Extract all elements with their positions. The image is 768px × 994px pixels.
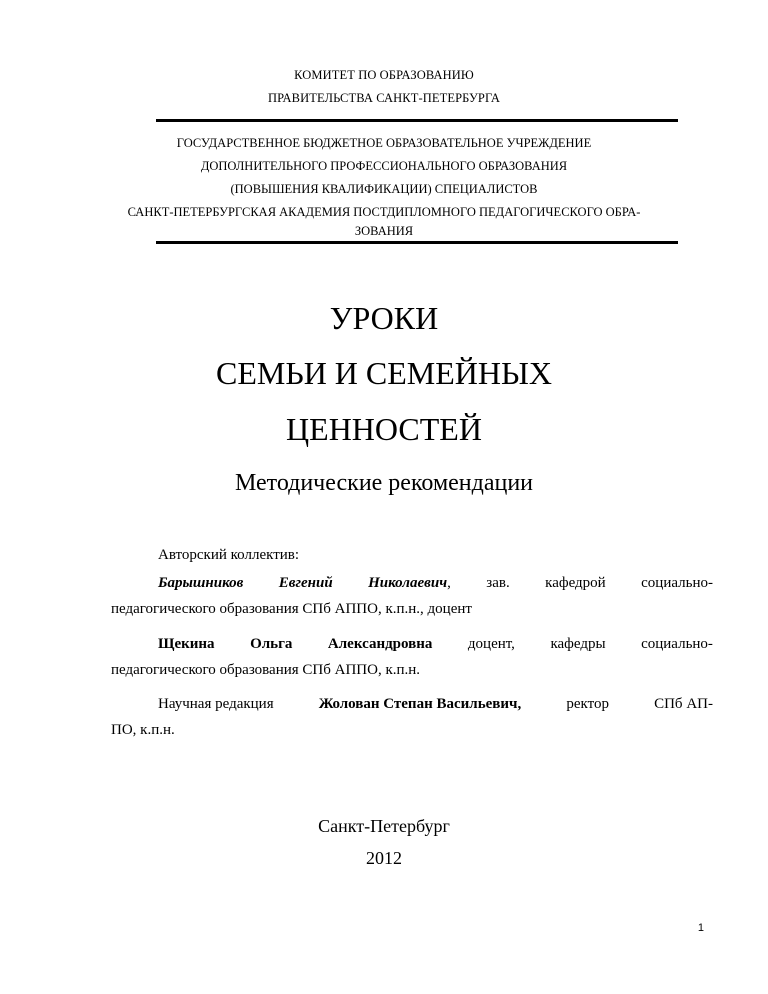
committee-line-2: ПРАВИТЕЛЬСТВА САНКТ-ПЕТЕРБУРГА bbox=[267, 91, 501, 105]
editor-continuation: ПО, к.п.н. bbox=[111, 722, 175, 738]
author-1-surname: Барышников bbox=[158, 575, 244, 591]
author-2-surname: Щекина bbox=[158, 636, 215, 652]
author-2-line bbox=[158, 636, 713, 653]
title-line-1: УРОКИ bbox=[329, 300, 439, 336]
organization-line-2: ДОПОЛНИТЕЛЬНОГО ПРОФЕССИОНАЛЬНОГО ОБРАЗОВАНИЯ bbox=[200, 159, 568, 173]
bottom-divider bbox=[156, 241, 678, 244]
author-1-patronymic: Николаевич bbox=[368, 575, 448, 591]
editor-position-word-1: ректор bbox=[566, 696, 609, 712]
publication-city: Санкт-Петербург bbox=[318, 816, 450, 836]
organization-line-3: (ПОВЫШЕНИЯ КВАЛИФИКАЦИИ) СПЕЦИАЛИСТОВ bbox=[230, 182, 538, 196]
author-1-comma: , bbox=[447, 575, 451, 591]
author-2-name: Ольга bbox=[250, 636, 293, 652]
author-2-position-word-3: социально- bbox=[641, 636, 713, 652]
author-1-position-word-3: социально- bbox=[641, 575, 713, 591]
author-2-position-word-2: кафедры bbox=[550, 636, 606, 652]
document-subtitle: Методические рекомендации bbox=[234, 470, 534, 496]
organization-line-1: ГОСУДАРСТВЕННОЕ БЮДЖЕТНОЕ ОБРАЗОВАТЕЛЬНОЕ УЧРЕЖДЕНИЕ bbox=[176, 136, 592, 150]
author-2-continuation: педагогического образования СПб АППО, к.п.н. bbox=[111, 662, 421, 678]
authors-heading: Авторский коллектив: bbox=[158, 547, 300, 563]
author-2-patronymic: Александровна bbox=[327, 636, 433, 652]
page-number: 1 bbox=[697, 922, 704, 934]
top-divider bbox=[156, 119, 678, 122]
author-2-position-word-1: доцент, bbox=[467, 636, 515, 652]
author-1-position-word-2: кафедрой bbox=[545, 575, 606, 591]
author-1-continuation: педагогического образования СПб АППО, к.п.н., доцент bbox=[111, 601, 472, 617]
title-line-3: ЦЕННОСТЕЙ bbox=[286, 411, 482, 447]
author-1-patronymic-group bbox=[368, 575, 451, 592]
publication-year: 2012 bbox=[366, 848, 402, 868]
author-1-line bbox=[158, 575, 713, 592]
editor-position-word-2: СПб АП- bbox=[654, 696, 713, 712]
author-1-position-word-1: зав. bbox=[486, 575, 510, 591]
organization-line-4: САНКТ-ПЕТЕРБУРГСКАЯ АКАДЕМИЯ ПОСТДИПЛОМНОГО ПЕДАГОГИЧЕСКОГО ОБРА- bbox=[127, 205, 641, 219]
title-line-2: СЕМЬИ И СЕМЕЙНЫХ bbox=[215, 355, 553, 391]
committee-line-1: КОМИТЕТ ПО ОБРАЗОВАНИЮ bbox=[294, 68, 474, 82]
editor-prefix: Научная редакция bbox=[158, 696, 274, 712]
author-1-name: Евгений bbox=[278, 575, 333, 591]
editor-name: Жолован Степан Васильевич, bbox=[318, 696, 522, 712]
organization-line-5: ЗОВАНИЯ bbox=[354, 224, 414, 238]
scientific-editor-line bbox=[158, 696, 713, 713]
